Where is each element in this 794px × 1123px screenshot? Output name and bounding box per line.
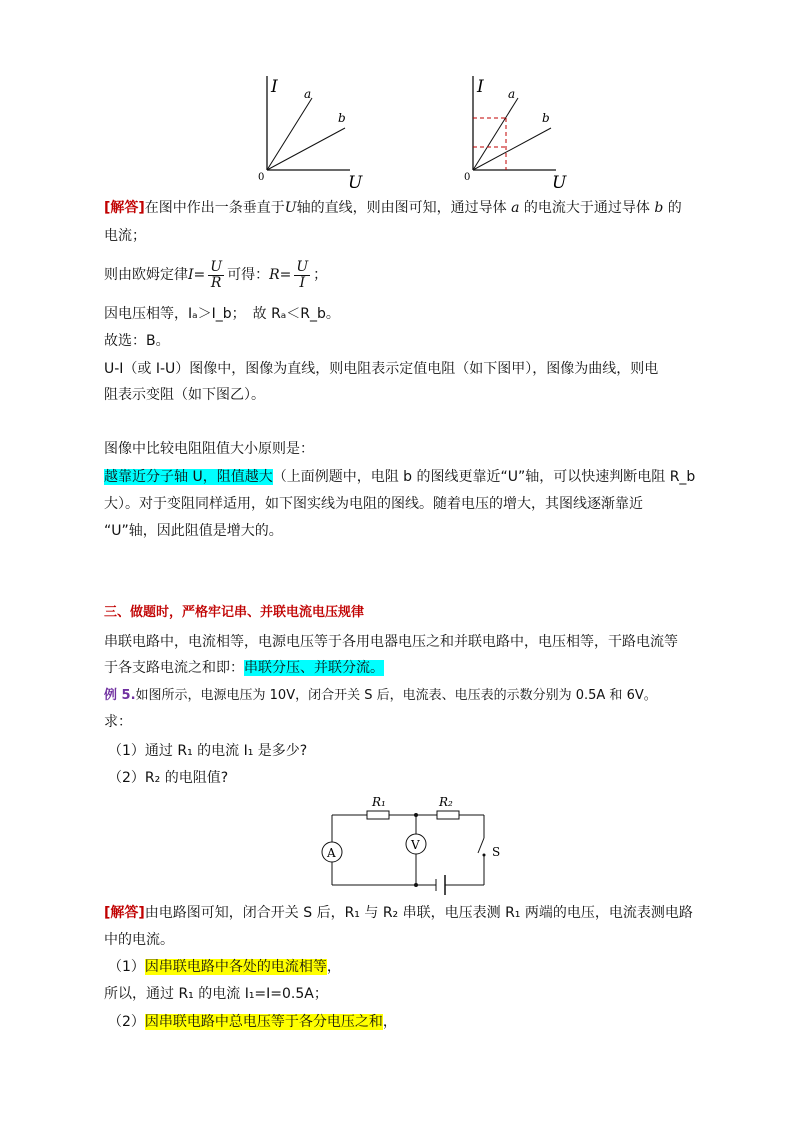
- ui-graph-left: [250, 72, 380, 192]
- principle-line-1: 越靠近分子轴 U，阻值越大（上面例题中，电阻 b 的图线更靠近“U”轴，可以快速判断电阻 R_b: [104, 469, 696, 485]
- ohm-law-line: 则由欧姆定律I= $\frac{U}{R}$ 可得：R= $\frac{U}{I}$ ；: [104, 258, 328, 291]
- principle-highlight: 越靠近分子轴 U，阻值越大: [104, 469, 273, 485]
- example-5-line: 例 5.如图所示，电源电压为 10V，闭合开关 S 后，电流表、电压表的示数分别为 0.5A 和 6V。: [104, 688, 657, 703]
- example-5-line-2: 求：: [104, 714, 132, 730]
- question-2: （2）R₂ 的电阻值?: [108, 770, 229, 786]
- svg-text:R₂: R₂: [439, 795, 453, 809]
- svg-text:R₁: R₁: [372, 795, 386, 809]
- axis-label-i: I: [271, 77, 278, 97]
- axis-label-u: U: [348, 173, 363, 192]
- analysis-2-line-1: [解答]由电路图可知，闭合开关 S 后，R₁ 与 R₂ 串联，电压表测 R₁ 两端的电压，电流表测电路: [104, 905, 693, 921]
- principle-line-2: 大）。对于变阻同样适用，如下图实线为电阻的图线。随着电压的增大，其图线逐渐靠近: [104, 496, 643, 512]
- svg-text:A: A: [327, 846, 336, 860]
- analysis-line-2: 电流；: [104, 228, 146, 244]
- step-1: （1）因串联电路中各处的电流相等，: [108, 959, 341, 975]
- analysis-2-line-2: 中的电流。: [104, 932, 174, 948]
- section-3-para-2: 于各支路电流之和即：串联分压、并联分流。: [104, 660, 384, 676]
- svg-text:I: I: [477, 77, 484, 97]
- svg-text:a: a: [508, 87, 516, 101]
- principle-line-3: “U”轴，因此阻值是增大的。: [104, 523, 283, 539]
- section-3-para-1: 串联电路中，电流相等，电源电压等于各用电器电压之和并联电路中，电压相等，干路电流等: [104, 634, 678, 650]
- section-3-title: 三、做题时，严格牢记串、并联电流电压规律: [104, 605, 365, 620]
- svg-text:V: V: [411, 838, 420, 852]
- ui-graph-right: [456, 72, 586, 192]
- line-a-label: a: [304, 87, 312, 101]
- resistor-r2: [437, 811, 459, 819]
- svg-text:b: b: [542, 111, 550, 125]
- svg-text:0: 0: [464, 172, 471, 183]
- step-2: （2）因串联电路中总电压等于各分电压之和，: [108, 1014, 397, 1030]
- question-1: （1）通过 R₁ 的电流 I₁ 是多少?: [108, 743, 308, 759]
- compare-line: 因电压相等，Iₐ＞I_b； 故 Rₐ＜R_b。: [104, 306, 340, 322]
- origin-label: 0: [258, 172, 265, 183]
- step-1-result: 所以，通过 R₁ 的电流 I₁=I=0.5A；: [104, 986, 328, 1002]
- switch: [478, 838, 484, 853]
- ui-graph-note-1: U-I（或 I-U）图像中，图像为直线，则电阻表示定值电阻（如下图甲），图像为曲线，则电: [104, 361, 659, 377]
- ohm-fraction-2: $\frac{U}{I}$: [296, 258, 309, 291]
- svg-text:S: S: [492, 845, 501, 859]
- resistor-r1: [367, 811, 389, 819]
- line-b: [267, 128, 345, 170]
- analysis-line-1: [解答]在图中作出一条垂直于U轴的直线，则由图可知，通过导体 a 的电流大于通过导体 b 的: [104, 200, 682, 216]
- line-b-label: b: [338, 111, 346, 125]
- answer-line: 故选：B。: [104, 333, 170, 349]
- line-a: [267, 98, 312, 170]
- ohm-fraction-1: $\frac{U}{R}$: [210, 258, 223, 291]
- rule-highlight: 串联分压、并联分流。: [244, 660, 384, 676]
- principle-heading: 图像中比较电阻阻值大小原则是：: [104, 441, 314, 457]
- circuit-diagram: [312, 790, 522, 895]
- ui-graph-note-2: 阻表示变阻（如下图乙）。: [104, 387, 265, 403]
- svg-text:U: U: [552, 173, 567, 192]
